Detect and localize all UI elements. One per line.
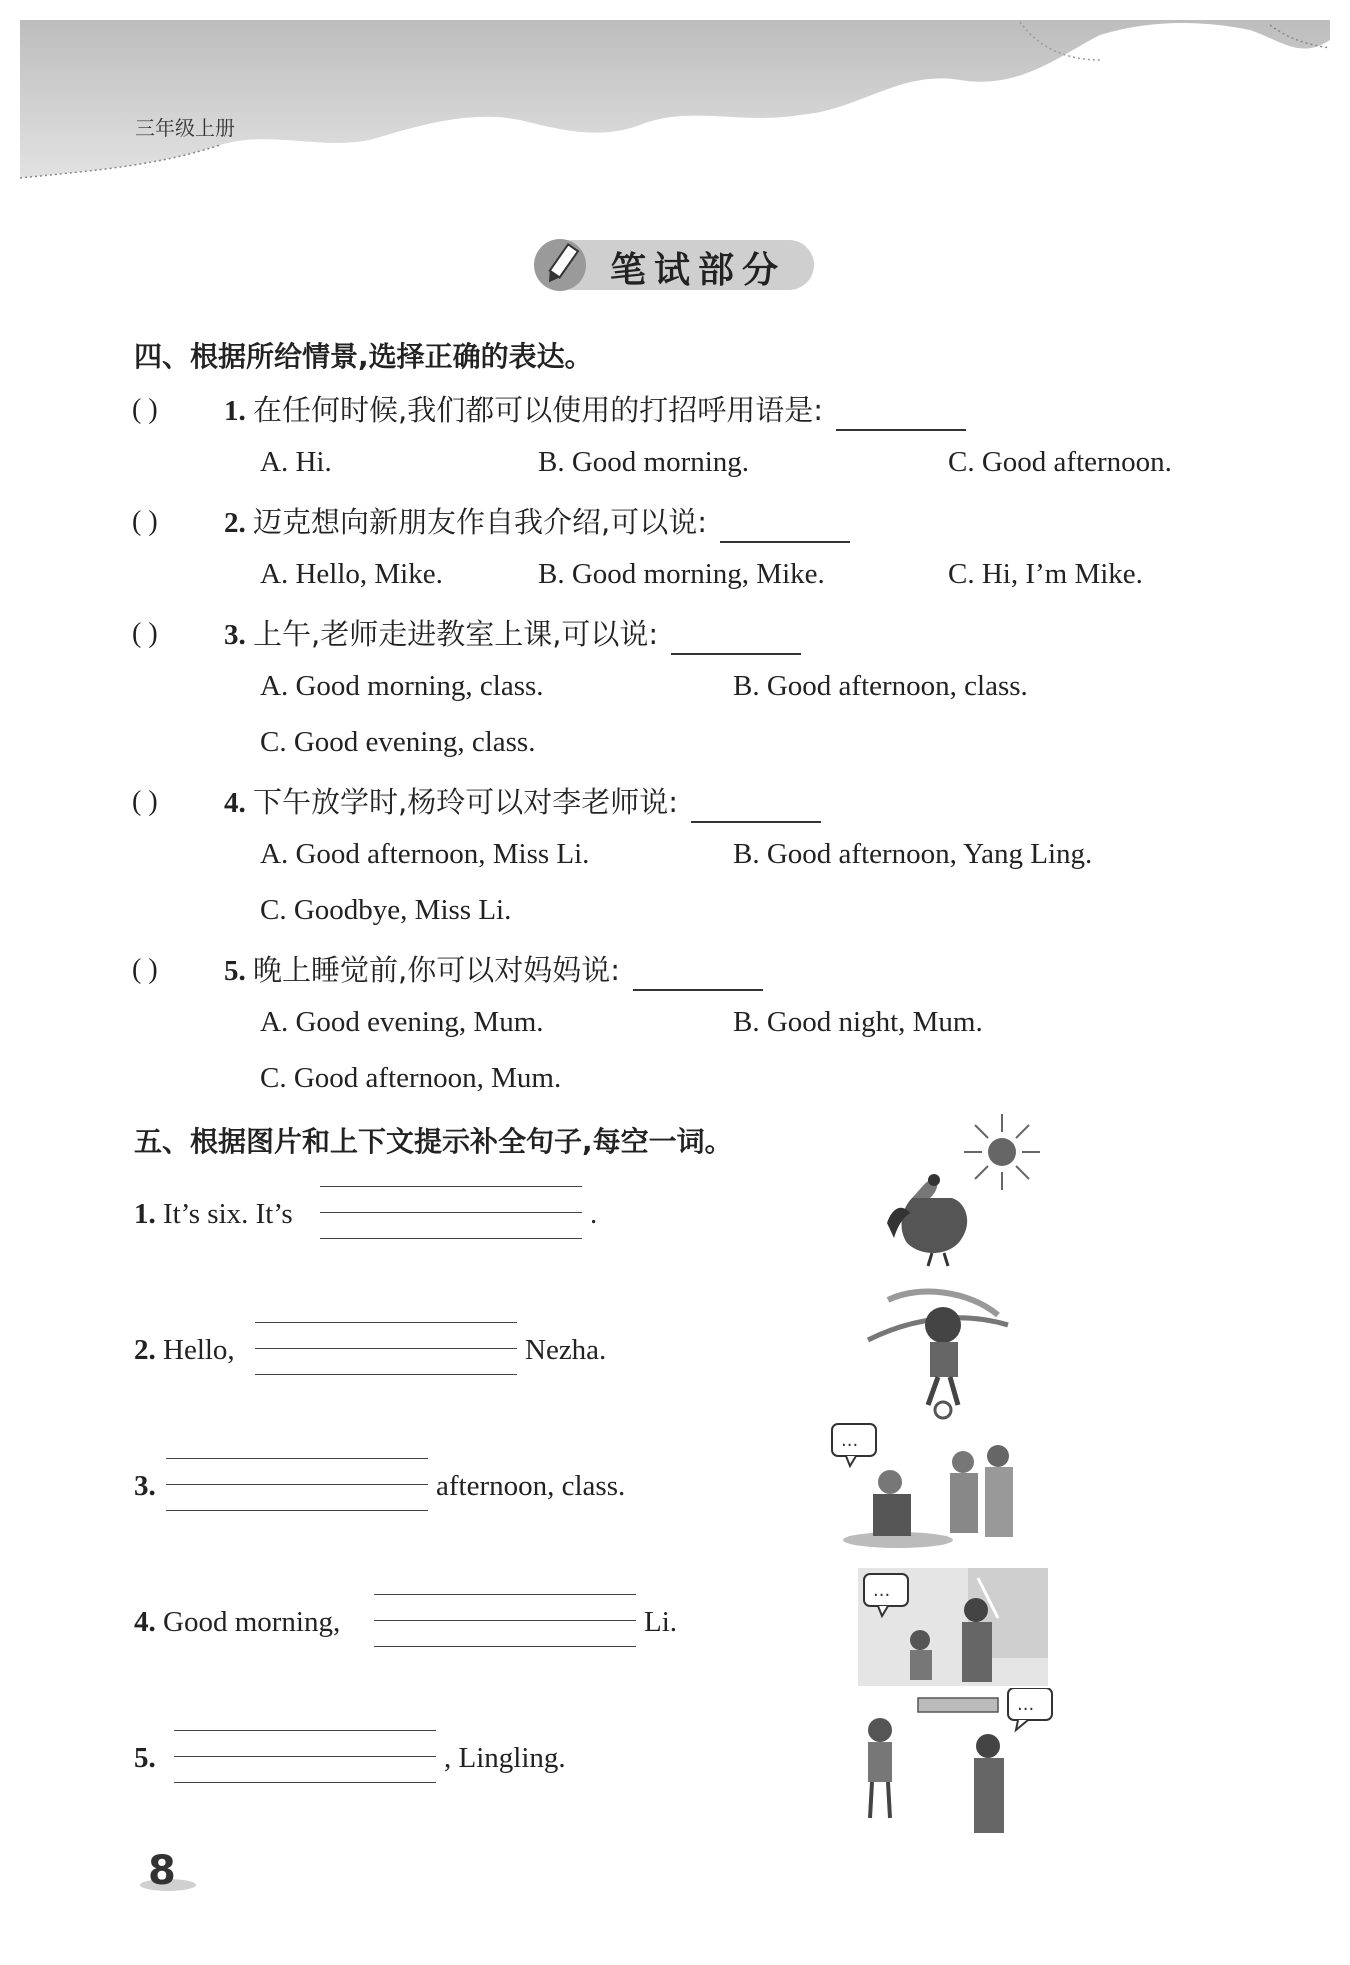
option-a: A. Good evening, Mum.	[260, 1006, 544, 1038]
question-number: 3.	[224, 619, 246, 651]
item-number: 5.	[134, 1742, 156, 1774]
question-number: 2.	[224, 507, 246, 539]
item-number: 4.	[134, 1606, 156, 1638]
speech-bubble-text: ...	[1017, 1694, 1035, 1715]
answer-blank[interactable]	[720, 511, 850, 543]
answer-blank[interactable]	[691, 791, 821, 823]
teacher-student-illustration	[858, 1568, 1048, 1686]
answer-paren[interactable]: ( )	[132, 394, 158, 425]
fill-item-2	[134, 1334, 235, 1367]
writing-lines[interactable]	[166, 1458, 428, 1514]
item-text-after: .	[590, 1198, 598, 1230]
option-c: C. Good afternoon.	[948, 446, 1172, 478]
question-text: 晚上睡觉前,你可以对妈妈说:	[253, 953, 620, 987]
question-number: 5.	[224, 955, 246, 987]
answer-blank[interactable]	[633, 959, 763, 991]
nezha-illustration	[858, 1280, 1028, 1420]
item-text-after: Li.	[644, 1606, 678, 1638]
writing-lines[interactable]	[174, 1730, 436, 1786]
item-text-before: Good morning,	[163, 1606, 341, 1638]
option-b: B. Good morning, Mike.	[538, 558, 825, 590]
option-a: A. Hello, Mike.	[260, 558, 443, 590]
answer-paren[interactable]: ( )	[132, 618, 158, 649]
answer-blank[interactable]	[836, 399, 966, 431]
question-number: 1.	[224, 395, 246, 427]
answer-paren[interactable]: ( )	[132, 786, 158, 817]
option-b: B. Good afternoon, class.	[733, 670, 1028, 702]
item-number: 3.	[134, 1470, 156, 1502]
writing-lines[interactable]	[320, 1186, 582, 1242]
answer-blank[interactable]	[671, 623, 801, 655]
section5-heading: 五、根据图片和上下文提示补全句子,每空一词。	[134, 1125, 733, 1158]
section-title: 笔试部分	[610, 249, 787, 291]
option-a: A. Hi.	[260, 446, 332, 478]
question-text: 在任何时候,我们都可以使用的打招呼用语是:	[253, 393, 823, 427]
option-c: C. Goodbye, Miss Li.	[260, 894, 512, 926]
option-c: C. Hi, I’m Mike.	[948, 558, 1143, 590]
rooster-illustration	[882, 1168, 992, 1268]
item-text-after: , Lingling.	[444, 1742, 566, 1774]
item-number: 2.	[134, 1334, 156, 1366]
question-text: 上午,老师走进教室上课,可以说:	[253, 617, 659, 651]
item-text-after: afternoon, class.	[436, 1470, 626, 1502]
answer-paren[interactable]: ( )	[132, 506, 158, 537]
option-c: C. Good afternoon, Mum.	[260, 1062, 562, 1094]
section4-heading: 四、根据所给情景,选择正确的表达。	[134, 340, 593, 373]
question-text: 下午放学时,杨玲可以对李老师说:	[253, 785, 678, 819]
option-b: B. Good morning.	[538, 446, 750, 478]
item-text-after: Nezha.	[525, 1334, 607, 1366]
option-a: A. Good morning, class.	[260, 670, 544, 702]
fill-item-3	[134, 1470, 156, 1503]
item-text-before: Hello,	[163, 1334, 235, 1366]
item-number: 1.	[134, 1198, 156, 1230]
writing-lines[interactable]	[255, 1322, 517, 1378]
option-b: B. Good night, Mum.	[733, 1006, 983, 1038]
question-text: 迈克想向新朋友作自我介绍,可以说:	[253, 505, 707, 539]
grade-label: 三年级上册	[135, 116, 235, 140]
answer-paren[interactable]: ( )	[132, 954, 158, 985]
question-number: 4.	[224, 787, 246, 819]
item-text-before: It’s six. It’s	[163, 1198, 293, 1230]
page-number: 8	[148, 1848, 176, 1894]
header-cloud-banner	[0, 0, 1350, 190]
speech-bubble-text: ...	[841, 1430, 859, 1451]
option-a: A. Good afternoon, Miss Li.	[260, 838, 590, 870]
pencil-icon	[538, 240, 584, 290]
option-c: C. Good evening, class.	[260, 726, 536, 758]
option-b: B. Good afternoon, Yang Ling.	[733, 838, 1093, 870]
speech-bubble-text: ...	[873, 1580, 891, 1601]
writing-lines[interactable]	[374, 1594, 636, 1650]
fill-item-1	[134, 1198, 293, 1231]
fill-item-4	[134, 1606, 340, 1639]
classroom-greeting-illustration	[828, 1422, 1048, 1552]
fill-item-5	[134, 1742, 156, 1775]
goodbye-illustration	[858, 1688, 1058, 1838]
